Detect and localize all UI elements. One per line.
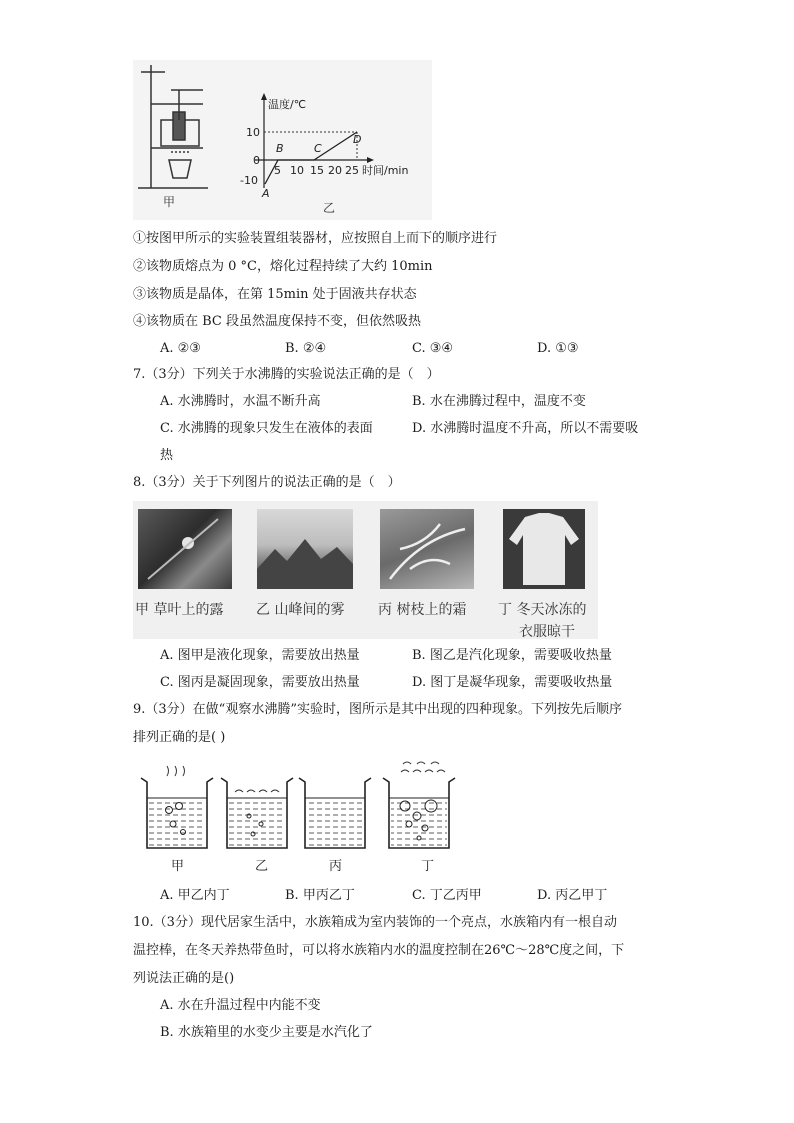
q6-option-c[interactable]: C. ③④ — [412, 341, 454, 356]
q8-option-b[interactable]: B. 图乙是汽化现象，需要吸收热量 — [412, 648, 612, 663]
q7-option-d[interactable]: D. 水沸腾时温度不升高，所以不需要吸 — [412, 421, 639, 436]
x-tick-10: 10 — [290, 164, 304, 177]
q7-option-b[interactable]: B. 水在沸腾过程中，温度不变 — [412, 394, 586, 409]
q9-stem-line1: 9.（3分）在做“观察水沸腾”实验时，图所示是其中出现的四种现象。下列按先后顺序 — [133, 702, 622, 717]
q10-option-a[interactable]: A. 水在升温过程中内能不变 — [160, 998, 321, 1013]
q7-stem: 7.（3分）下列关于水沸腾的实验说法正确的是（ ） — [133, 367, 440, 382]
q9-option-d[interactable]: D. 丙乙甲丁 — [537, 888, 608, 903]
q6-option-a[interactable]: A. ②③ — [160, 341, 201, 356]
q8-photo-strip — [133, 501, 598, 639]
point-c: C — [314, 142, 322, 155]
beaker-label-ding: 丁 — [421, 859, 435, 874]
label-yi: 乙 — [323, 201, 336, 215]
beaker-label-bing: 丙 — [329, 859, 343, 874]
statement-1: ①按图甲所示的实验装置组装器材，应按照自上而下的顺序进行 — [133, 231, 498, 246]
q9-stem-line2: 排列正确的是( ) — [133, 730, 226, 745]
y-axis-label: 温度/℃ — [268, 98, 307, 111]
statement-4: ④该物质在 BC 段虽然温度保持不变，但依然吸热 — [133, 314, 422, 329]
q8-option-a[interactable]: A. 图甲是液化现象，需要放出热量 — [160, 648, 360, 663]
q6-option-b[interactable]: B. ②④ — [285, 341, 327, 356]
beakers-svg — [133, 758, 473, 880]
q10-stem-line1: 10.（3分）现代居家生活中，水族箱成为室内装饰的一个亮点，水族箱内有一根自动 — [133, 915, 617, 930]
q9-option-a[interactable]: A. 甲乙内丁 — [160, 888, 230, 903]
caption-ding: 丁 冬天冰冻的 — [498, 602, 587, 618]
photo-dew-on-grass — [138, 509, 232, 589]
figure-melting-experiment — [133, 60, 432, 220]
figure-melting-svg — [133, 60, 432, 220]
x-tick-25: 25 — [345, 164, 359, 177]
caption-ding-cont: 衣服晾干 — [519, 624, 575, 640]
temperature-graph — [240, 93, 408, 200]
y-tick-neg10: -10 — [240, 174, 258, 187]
beaker-yi — [221, 778, 293, 874]
x-tick-15: 15 — [310, 164, 324, 177]
q10-option-b[interactable]: B. 水族箱里的水变少主要是水汽化了 — [160, 1025, 373, 1040]
y-tick-10: 10 — [246, 126, 260, 139]
point-b: B — [276, 142, 284, 155]
q6-option-d[interactable]: D. ①③ — [537, 341, 579, 356]
beaker-label-jia: 甲 — [171, 859, 185, 874]
q7-option-a[interactable]: A. 水沸腾时，水温不断升高 — [160, 394, 321, 409]
caption-bing: 丙 树枝上的霜 — [378, 602, 467, 618]
statement-2: ②该物质熔点为 0 °C，熔化过程持续了大约 10min — [133, 259, 433, 274]
q7-option-c[interactable]: C. 水沸腾的现象只发生在液体的表面 — [160, 421, 373, 436]
q9-option-b[interactable]: B. 甲丙乙丁 — [285, 888, 355, 903]
photo-frozen-clothes — [503, 509, 585, 589]
beaker-jia — [141, 766, 213, 874]
q10-stem-line3: 列说法正确的是() — [133, 971, 235, 986]
lab-stand-apparatus — [138, 65, 208, 188]
q7-option-d-cont: 热 — [160, 448, 174, 463]
q9-option-c[interactable]: C. 丁乙丙甲 — [412, 888, 482, 903]
x-tick-5: 5 — [274, 164, 281, 177]
beaker-label-yi: 乙 — [255, 859, 269, 874]
photo-frost-on-branches — [380, 509, 474, 589]
q8-stem: 8.（3分）关于下列图片的说法正确的是（ ） — [133, 475, 401, 490]
beaker-bing — [299, 778, 371, 874]
photo-fog-mountains — [257, 509, 353, 589]
point-d: D — [353, 133, 362, 146]
caption-yi: 乙 山峰间的雾 — [256, 602, 345, 618]
statement-3: ③该物质是晶体，在第 15min 处于固液共存状态 — [133, 287, 417, 302]
x-axis-label: 时间/min — [362, 164, 409, 177]
caption-jia: 甲 草叶上的露 — [135, 602, 224, 618]
y-tick-0: 0 — [253, 154, 260, 167]
x-tick-20: 20 — [328, 164, 342, 177]
label-jia: 甲 — [163, 195, 176, 209]
q8-option-c[interactable]: C. 图丙是凝固现象，需要放出热量 — [160, 675, 360, 690]
q9-beakers-figure — [133, 758, 473, 880]
q10-stem-line2: 温控棒，在冬天养热带鱼时，可以将水族箱内水的温度控制在26℃～28℃度之间，下 — [133, 943, 625, 958]
point-a: A — [262, 187, 270, 200]
beaker-ding — [383, 762, 455, 874]
q8-option-d[interactable]: D. 图丁是凝华现象，需要吸收热量 — [412, 675, 613, 690]
